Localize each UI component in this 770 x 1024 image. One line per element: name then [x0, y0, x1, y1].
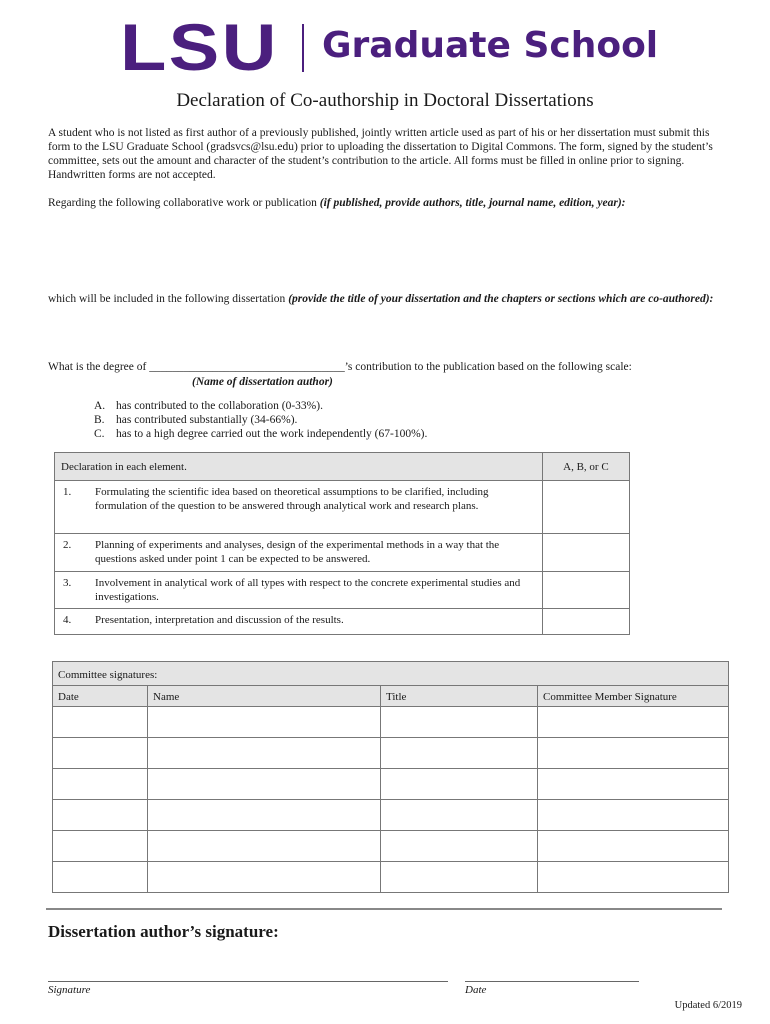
committee-row [53, 738, 729, 769]
col-title: Title [381, 686, 538, 707]
declaration-table [54, 452, 630, 635]
declaration-row [55, 534, 630, 572]
row-number: 2. [55, 534, 90, 572]
committee-name-cell[interactable] [148, 738, 381, 769]
signature-line[interactable] [48, 981, 448, 982]
committee-title-cell[interactable] [381, 800, 538, 831]
declaration-row [55, 481, 630, 534]
abc-input-1[interactable] [542, 481, 629, 534]
degree-prefix: What is the degree of [48, 361, 150, 373]
dissertation-title-field[interactable] [48, 322, 728, 356]
committee-row [53, 800, 729, 831]
regarding-hint: (if published, provide authors, title, journal name, edition, year): [319, 197, 626, 209]
col-name: Name [148, 686, 381, 707]
abc-input-2[interactable] [542, 534, 629, 572]
degree-prompt [48, 360, 728, 374]
author-signature-heading: Dissertation author’s signature: [48, 922, 279, 941]
committee-date-cell[interactable] [53, 800, 148, 831]
committee-date-cell[interactable] [53, 862, 148, 893]
dissertation-text: which will be included in the following dissertation [48, 293, 289, 305]
committee-column-headers [53, 686, 729, 707]
abc-header: A, B, or C [542, 453, 629, 481]
committee-title-cell[interactable] [381, 831, 538, 862]
col-date: Date [53, 686, 148, 707]
committee-name-cell[interactable] [148, 862, 381, 893]
row-description: Planning of experiments and analyses, design of the experimental methods in a way that the questions asked under point 1 can be expected to be answered. [89, 534, 542, 572]
scale-item-a: A. has contributed to the collaboration (0-33%). [94, 400, 323, 412]
committee-signatures-table [52, 661, 729, 893]
author-name-caption: (Name of dissertation author) [192, 376, 333, 388]
signature-label: Signature [48, 984, 91, 996]
committee-name-cell[interactable] [148, 831, 381, 862]
section-divider [46, 908, 722, 910]
committee-name-cell[interactable] [148, 800, 381, 831]
date-label: Date [465, 984, 487, 996]
row-number: 1. [55, 481, 90, 534]
committee-date-cell[interactable] [53, 769, 148, 800]
committee-name-cell[interactable] [148, 769, 381, 800]
committee-title-cell[interactable] [381, 738, 538, 769]
dissertation-prompt [48, 292, 728, 306]
committee-title-cell[interactable] [381, 707, 538, 738]
row-description: Involvement in analytical work of all types with respect to the concrete experimental studies and investigations. [89, 572, 542, 609]
committee-signature-cell[interactable] [538, 738, 729, 769]
updated-note: Updated 6/2019 [674, 1000, 742, 1011]
committee-title-row [53, 662, 729, 686]
committee-date-cell[interactable] [53, 707, 148, 738]
abc-input-3[interactable] [542, 572, 629, 609]
declaration-header-row [55, 453, 630, 481]
date-line[interactable] [465, 981, 639, 982]
declaration-header: Declaration in each element. [55, 453, 543, 481]
regarding-text: Regarding the following collaborative work or publication [48, 197, 320, 209]
committee-signature-cell[interactable] [538, 862, 729, 893]
committee-title-cell[interactable] [381, 862, 538, 893]
committee-row [53, 769, 729, 800]
degree-suffix: ’s contribution to the publication based on the following scale: [344, 361, 632, 373]
regarding-prompt [48, 196, 728, 210]
committee-row [53, 862, 729, 893]
declaration-row [55, 572, 630, 609]
row-description: Presentation, interpretation and discussion of the results. [89, 609, 542, 635]
row-number: 3. [55, 572, 90, 609]
committee-signature-cell[interactable] [538, 800, 729, 831]
committee-name-cell[interactable] [148, 707, 381, 738]
lsu-logo: LSU [120, 10, 279, 84]
committee-row [53, 707, 729, 738]
committee-title: Committee signatures: [53, 662, 729, 686]
logo-divider [302, 24, 304, 72]
committee-title-cell[interactable] [381, 769, 538, 800]
dissertation-hint: (provide the title of your dissertation and the chapters or sections which are co-authored): [288, 293, 714, 305]
declaration-row [55, 609, 630, 635]
committee-signature-cell[interactable] [538, 769, 729, 800]
committee-date-cell[interactable] [53, 831, 148, 862]
committee-date-cell[interactable] [53, 738, 148, 769]
col-signature: Committee Member Signature [538, 686, 729, 707]
page-title: Declaration of Co-authorship in Doctoral Dissertations [176, 90, 594, 111]
committee-row [53, 831, 729, 862]
intro-paragraph: A student who is not listed as first author of a previously published, jointly written article used as part of his or her dissertation must submit this form to the LSU Graduate School (gradsvcs@lsu.edu) prior to uploading the dissertation to Digital Commons. The form, signed by the student’s committee, sets out the amount and character of the student’s contribution to the article. All forms must be filled in online prior to signing. Handwritten forms are not accepted. [48, 127, 713, 181]
graduate-school-wordmark: Graduate School [322, 25, 659, 66]
committee-signature-cell[interactable] [538, 831, 729, 862]
author-name-field[interactable]: __________________________________ [149, 361, 345, 373]
scale-item-b: B. has contributed substantially (34-66%). [94, 414, 298, 426]
committee-signature-cell[interactable] [538, 707, 729, 738]
row-number: 4. [55, 609, 90, 635]
contribution-scale [94, 399, 427, 441]
scale-item-c: C. has to a high degree carried out the work independently (67-100%). [94, 428, 428, 440]
abc-input-4[interactable] [542, 609, 629, 635]
row-description: Formulating the scientific idea based on theoretical assumptions to be clarified, including formulation of the question to be answered through analytical work and research plans. [89, 481, 542, 534]
collaborative-work-field[interactable] [48, 214, 728, 288]
